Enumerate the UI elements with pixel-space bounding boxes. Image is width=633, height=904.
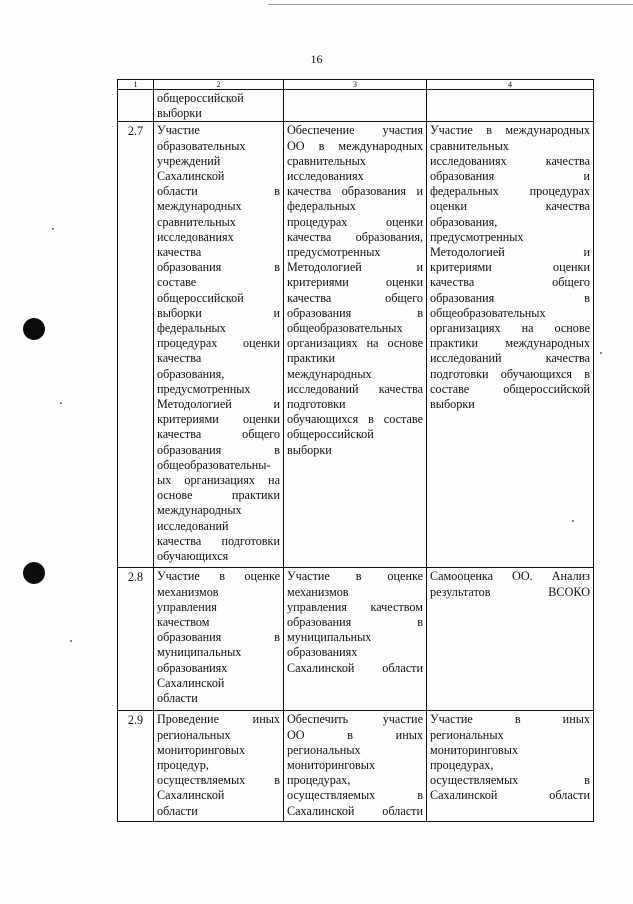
cell-line: Участие в оценке <box>157 569 280 584</box>
cell-line: общероссийской <box>287 427 374 442</box>
cell-line: Методологией и <box>287 260 423 275</box>
cell-line: подготовки обучающихся в <box>430 366 590 381</box>
cell-line: Участие в иных <box>430 712 590 727</box>
cell-line: управления <box>157 599 217 614</box>
column-number: 3 <box>284 80 427 90</box>
cell-line: оценки качества <box>430 199 590 214</box>
cell-line: организациях на основе <box>430 321 590 336</box>
cell-line: образования в <box>287 615 423 630</box>
cell-line: ОО в иных <box>287 727 423 742</box>
cell-line: процедурах оценки <box>287 214 423 229</box>
cell-line: общеобразовательны- <box>157 457 271 472</box>
table-row <box>118 568 594 711</box>
cell-line: области <box>157 691 198 706</box>
cell-line: качества общего <box>157 427 280 442</box>
cell-line: сравнительных <box>287 153 366 168</box>
cell-line: критериями оценки <box>430 260 590 275</box>
cell-line: Участие в международных <box>430 123 590 138</box>
cell-line: подготовки <box>287 397 346 412</box>
table-row <box>118 90 594 122</box>
punch-hole <box>23 562 45 584</box>
cell-line: образования в <box>157 260 280 275</box>
scan-speck <box>70 640 72 642</box>
cell-line: образованиях <box>287 645 358 660</box>
action-cell <box>284 568 427 711</box>
cell-line: общероссийской <box>157 290 244 305</box>
cell-line: образования, <box>157 366 225 381</box>
cell-line: осуществляемых в <box>430 773 590 788</box>
cell-line: исследованиях качества <box>430 153 590 168</box>
cell-line: предусмотренных <box>287 245 381 260</box>
page-number: 16 <box>310 52 323 66</box>
column-number: 1 <box>118 80 154 90</box>
cell-line: Участие <box>157 123 200 138</box>
cell-line: обучающихся <box>157 549 229 564</box>
row-number: 2.8 <box>118 568 154 711</box>
cell-line: критериями оценки <box>287 275 423 290</box>
cell-line: образования в <box>430 290 590 305</box>
column-number-row <box>118 80 594 90</box>
cell-line: Участие в оценке <box>287 569 423 584</box>
cell-line: механизмов <box>287 584 349 599</box>
cell-line: Сахалинской <box>157 169 225 184</box>
cell-line: федеральных <box>287 199 356 214</box>
cell-line: международных <box>157 503 242 518</box>
cell-line: предусмотренных <box>430 229 524 244</box>
cell-line: Обеспечение участия <box>287 123 423 138</box>
cell-line: федеральных <box>157 321 226 336</box>
action-cell <box>284 122 427 568</box>
cell-line: обучающихся в составе <box>287 412 423 427</box>
cell-line: образования в <box>157 442 280 457</box>
cell-line: осуществляемых в <box>157 773 280 788</box>
activity-cell <box>154 90 284 122</box>
cell-line: образования в <box>157 630 280 645</box>
cell-line: сравнительных <box>430 138 509 153</box>
cell-line: области <box>157 803 198 818</box>
cell-line: общеобразовательных <box>430 305 546 320</box>
cell-line: международных <box>157 199 242 214</box>
cell-line: мониторинговых <box>157 742 246 757</box>
result-cell <box>427 711 594 822</box>
cell-line: исследований <box>157 518 229 533</box>
cell-line: Методологией и <box>157 397 280 412</box>
activity-cell <box>154 568 284 711</box>
cell-line: результатов ВСОКО <box>430 584 590 599</box>
activity-cell <box>154 711 284 822</box>
row-number: 2.7 <box>118 122 154 568</box>
cell-line: осуществляемых в <box>287 788 423 803</box>
cell-line: критериями оценки <box>157 412 280 427</box>
cell-line: Сахалинской <box>157 788 225 803</box>
cell-line: процедурах, <box>430 758 494 773</box>
cell-line: федеральных процедурах <box>430 184 590 199</box>
cell-line: Сахалинской области <box>430 788 590 803</box>
cell-line: качества <box>157 245 202 260</box>
result-cell <box>427 568 594 711</box>
row-number <box>118 90 154 122</box>
cell-line: составе <box>157 275 197 290</box>
cell-line: Сахалинской <box>157 675 225 690</box>
cell-line: качества образования и <box>287 184 423 199</box>
cell-line: процедурах оценки <box>157 336 280 351</box>
cell-line: Методологией и <box>430 245 590 260</box>
result-cell <box>427 122 594 568</box>
cell-line: практики международных <box>430 336 590 351</box>
cell-line: составе общероссийской <box>430 381 590 396</box>
column-number: 2 <box>154 80 284 90</box>
cell-line: Обеспечить участие <box>287 712 423 727</box>
cell-line: основе практики <box>157 488 280 503</box>
cell-line: региональных <box>430 727 504 742</box>
cell-line: сравнительных <box>157 214 236 229</box>
cell-line: Сахалинской области <box>287 803 423 818</box>
row-number: 2.9 <box>118 711 154 822</box>
activity-cell <box>154 122 284 568</box>
cell-line: общеобразовательных <box>287 321 403 336</box>
result-cell <box>427 90 594 122</box>
table-row <box>118 122 594 568</box>
cell-line: исследованиях <box>287 169 364 184</box>
cell-line: исследованиях <box>157 229 234 244</box>
cell-line: учреждений <box>157 153 221 168</box>
scan-speck <box>572 520 574 522</box>
cell-line: Самооценка ОО. Анализ <box>430 569 590 584</box>
scan-edge-line <box>268 4 633 5</box>
activities-table <box>117 79 594 822</box>
cell-line: организациях на основе <box>287 336 423 351</box>
cell-line: механизмов <box>157 584 219 599</box>
cell-line: выборки <box>157 106 202 121</box>
cell-line: исследований качества <box>287 381 423 396</box>
cell-line: Проведение иных <box>157 712 280 727</box>
cell-line: образования в <box>287 305 423 320</box>
cell-line: качества подготовки <box>157 533 280 548</box>
cell-line: мониторинговых <box>287 758 376 773</box>
cell-line: образования, <box>430 214 498 229</box>
action-cell <box>284 711 427 822</box>
table-row <box>118 711 594 822</box>
cell-line: управления качеством <box>287 599 423 614</box>
column-number: 4 <box>427 80 594 90</box>
scan-speck <box>60 402 62 404</box>
cell-line: практики <box>287 351 336 366</box>
cell-line: ых организациях на <box>157 473 280 488</box>
cell-line: качества образования, <box>287 229 423 244</box>
cell-line: выборки и <box>157 305 280 320</box>
cell-line: процедурах, <box>287 773 351 788</box>
cell-line: исследований качества <box>430 351 590 366</box>
cell-line: региональных <box>287 742 361 757</box>
cell-line: образованиях <box>157 660 228 675</box>
scan-speck <box>52 228 54 230</box>
cell-line: процедур, <box>157 758 209 773</box>
scan-speck <box>600 352 602 354</box>
cell-line: образовательных <box>157 138 246 153</box>
cell-line: качества <box>157 351 202 366</box>
cell-line: муниципальных <box>157 645 242 660</box>
cell-line: области в <box>157 184 280 199</box>
cell-line: качества общего <box>287 290 423 305</box>
cell-line: качества общего <box>430 275 590 290</box>
cell-line: мониторинговых <box>430 742 519 757</box>
cell-line: муниципальных <box>287 630 372 645</box>
cell-line: образования и <box>430 169 590 184</box>
cell-line: выборки <box>287 442 332 457</box>
action-cell <box>284 90 427 122</box>
cell-line: предусмотренных <box>157 381 251 396</box>
punch-hole <box>23 318 45 340</box>
cell-line: Сахалинской области <box>287 660 423 675</box>
cell-line: выборки <box>430 397 475 412</box>
cell-line: качеством <box>157 615 210 630</box>
cell-line: региональных <box>157 727 231 742</box>
cell-line: ОО в международных <box>287 138 423 153</box>
cell-line: международных <box>287 366 372 381</box>
cell-line: общероссийской <box>157 91 244 105</box>
